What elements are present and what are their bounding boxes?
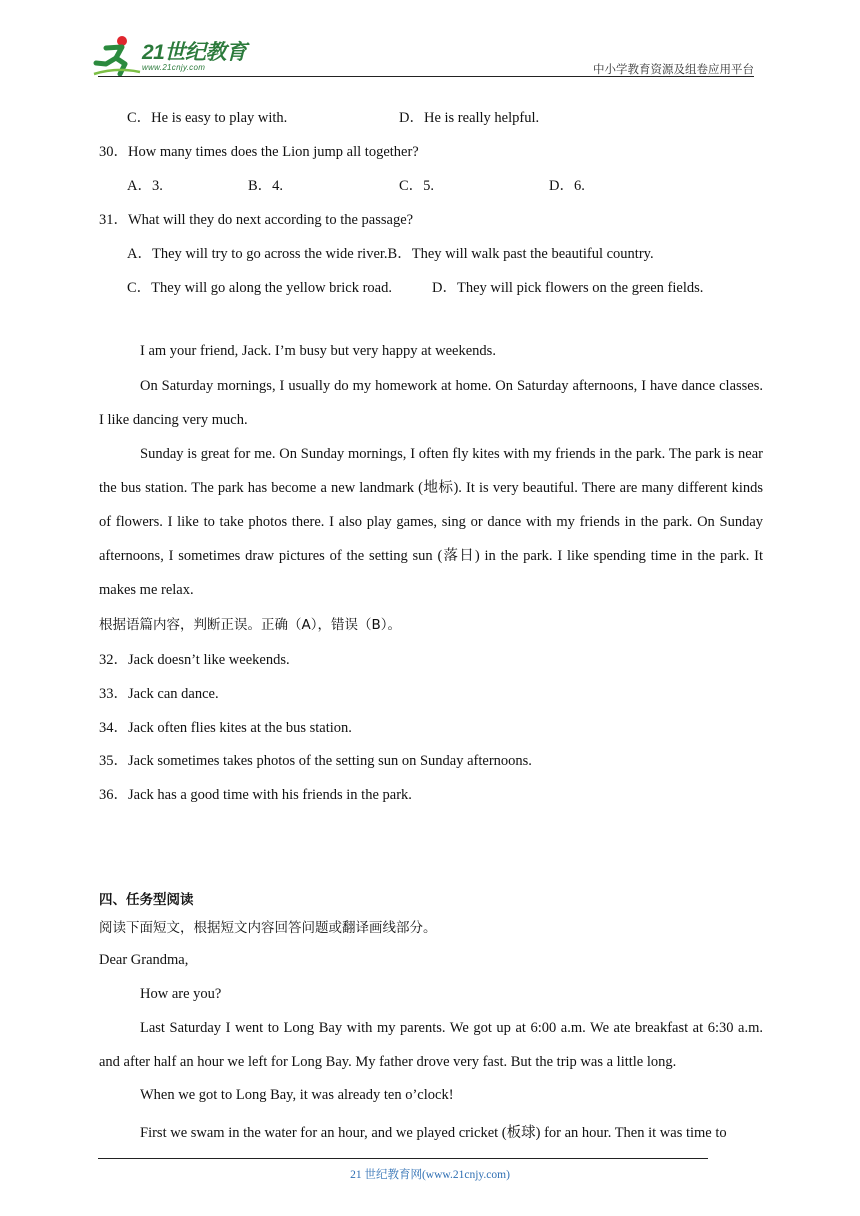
platform-label: 中小学教育资源及组卷应用平台 [593,62,754,76]
q30-stem: 30．How many times does the Lion jump all together? [99,144,419,160]
passage-paragraph: Sunday is great for me. On Sunday mornings, I often fly kites with my friends in the park. The park is near the bus station. The park has become a new landmark (地标). It is very beautiful. There are many different kinds of flowers. I like to take photos there. I also play games, sing or dance with my friends in the park. On Sunday afternoons, I sometimes draw pictures of the setting sun (落日) in the park. I like spending time in the park. It makes me relax. [99,446,763,598]
statement-item: 33．Jack can dance. [99,686,219,702]
q30-option-d: D．6. [549,178,585,194]
q30-option-b: B．4. [248,178,284,194]
runner-icon [92,34,142,76]
statement-item: 35．Jack sometimes takes photos of the setting sun on Sunday afternoons. [99,753,532,769]
footer-link[interactable]: 21 世纪教育网(www.21cnjy.com) [350,1169,510,1181]
q29-option-d: D．He is really helpful. [399,110,540,126]
statement-item: 34．Jack often flies kites at the bus station. [99,720,352,736]
site-logo [92,34,262,78]
q30-option-c: C．5. [399,178,435,194]
logo-url: www.21cnjy.com [142,63,206,72]
q29-option-c: C．He is easy to play with. [127,110,288,126]
section-instruction: 阅读下面短文，根据短文内容回答问题或翻译画线部分。 [99,920,437,936]
footer-divider [98,1158,708,1159]
q30-option-a: A．3. [127,178,163,194]
letter-greeting: Dear Grandma, [99,952,189,968]
statement-item: 32．Jack doesn’t like weekends. [99,652,290,668]
letter-paragraph: First we swam in the water for an hour, and we played cricket (板球) for an hour. Then it was time to [140,1125,727,1141]
true-false-instruction: 根据语篇内容，判断正误。正确（A），错误（B）。 [99,617,401,633]
logo-text: 21世纪教育 [142,41,247,64]
statement-item: 36．Jack has a good time with his friends in the park. [99,787,412,803]
passage-paragraph: I am your friend, Jack. I’m busy but very happy at weekends. [140,343,496,359]
letter-paragraph: Last Saturday I went to Long Bay with my parents. We got up at 6:00 a.m. We ate breakfast at 6:30 a.m. and after half an hour we left for Long Bay. My father drove very fast. But the trip was a little long. [99,1020,763,1070]
letter-paragraph: When we got to Long Bay, it was already ten o’clock! [140,1087,454,1103]
passage-paragraph: On Saturday mornings, I usually do my homework at home. On Saturday afternoons, I have dance classes. I like dancing very much. [99,378,763,428]
q31-option-c: C．They will go along the yellow brick road. [127,280,392,296]
q31-stem: 31．What will they do next according to the passage? [99,212,414,228]
section-title: 四、任务型阅读 [99,892,194,908]
q31-options-ab: A．They will try to go across the wide river.B．They will walk past the beautiful country. [127,246,654,262]
letter-paragraph: How are you? [140,986,222,1002]
q31-option-d: D．They will pick flowers on the green fields. [432,280,704,296]
header-divider [98,76,754,77]
